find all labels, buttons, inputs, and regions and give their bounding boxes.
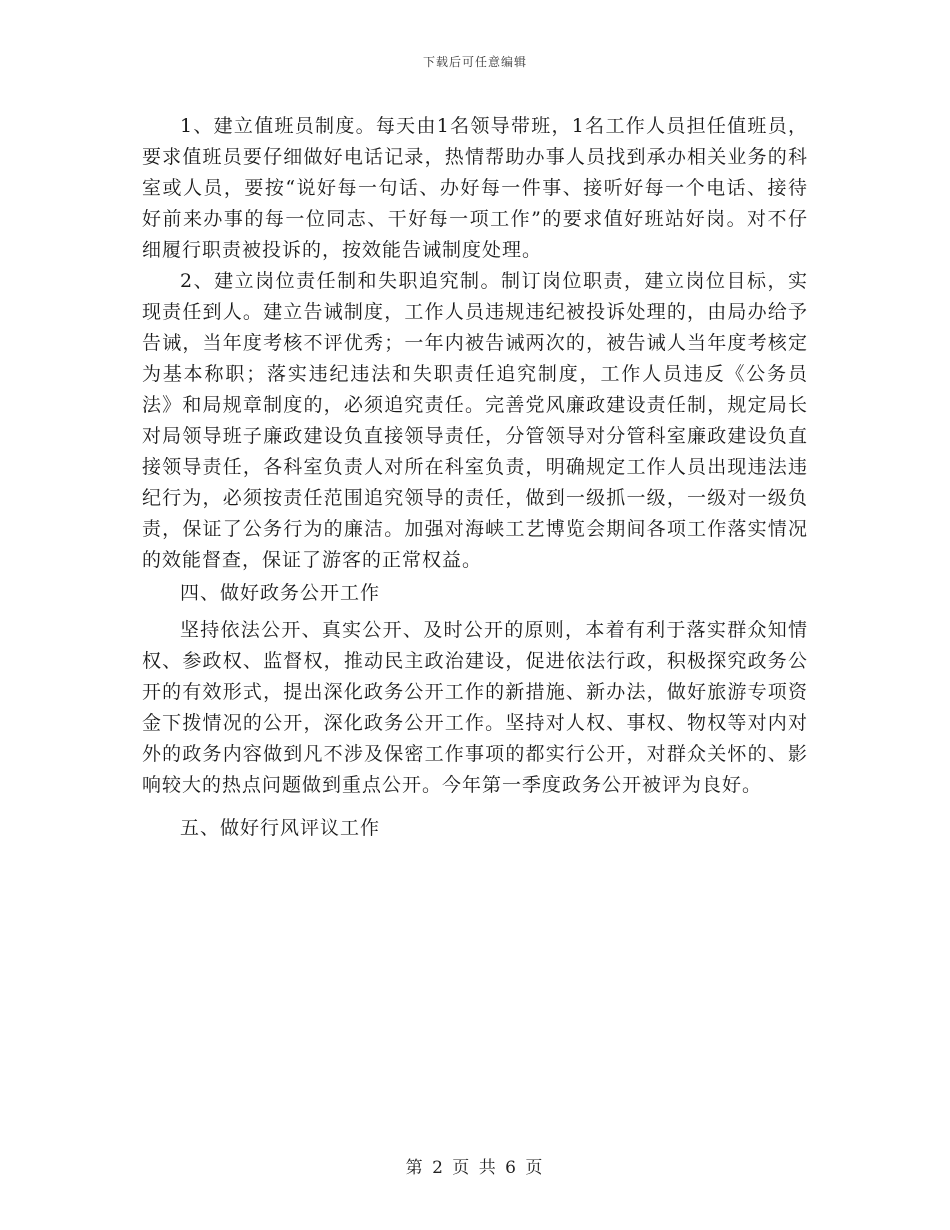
paragraph-accountability-system: 2、建立岗位责任制和失职追究制。制订岗位职责，建立岗位目标，实现责任到人。建立告诫制度，工作人员违规违纪被投诉处理的，由局办给予告诫，当年度考核不评优秀；一年内被告诫两次的，被告诫人当年度考核定为基本称职；落实违纪违法和失职责任追究制度，工作人员违反《公务员法》和局规章制度的，必须追究责任。完善党风廉政建设责任制，规定局长对局领导班子廉政建设负直接领导责任，分管领导对分管科室廉政建设负直接领导责任，各科室负责人对所在科室负责，明确规定工作人员出现违法违纪行为，必须按责任范围追究领导的责任，做到一级抓一级，一级对一级负责，保证了公务行为的廉洁。加强对海峡工艺博览会期间各项工作落实情况的效能督查，保证了游客的正常权益。 <box>142 270 808 571</box>
paragraph-duty-system: 1、建立值班员制度。每天由1名领导带班，1名工作人员担任值班员，要求值班员要仔细做好电话记录，热情帮助办事人员找到承办相关业务的科室或人员，要按“说好每一句话、办好每一件事、接听好每一个电话、接待好前来办事的每一位同志、干好每一项工作”的要求值好班站好岗。对不仔细履行职责被投诉的，按效能告诫制度处理。 <box>142 115 808 261</box>
paragraph-government-affairs-disclosure: 坚持依法公开、真实公开、及时公开的原则，本着有利于落实群众知情权、参政权、监督权，推动民主政治建设，促进依法行政，积极探究政务公开的有效形式，提出深化政务公开工作的新措施、新办法，做好旅游专项资金下拨情况的公开，深化政务公开工作。坚持对人权、事权、物权等对内对外的政务内容做到凡不涉及保密工作事项的都实行公开，对群众关怀的、影响较大的热点问题做到重点公开。今年第一季度政务公开被评为良好。 <box>142 619 808 796</box>
section-heading-government-affairs-disclosure: 四、做好政务公开工作 <box>180 582 381 604</box>
section-heading-conduct-evaluation: 五、做好行风评议工作 <box>180 817 381 839</box>
page-number-footer: 第 2 页 共 6 页 <box>405 1158 545 1178</box>
document-body <box>142 111 808 844</box>
header-note: 下载后可任意编辑 <box>422 55 527 69</box>
